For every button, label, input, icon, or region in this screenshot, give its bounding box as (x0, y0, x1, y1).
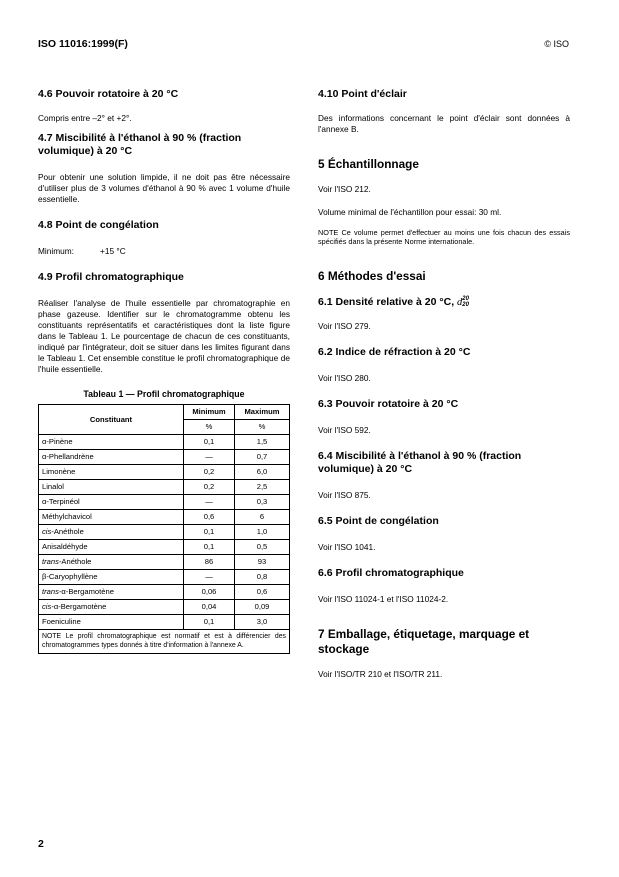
isomer-prefix: trans- (42, 587, 62, 596)
section-4-9-text: Réaliser l'analyse de l'huile essentielle par chromatographie en phase gazeuse. Identifier sur le chromatogramme obtenu les constituants représentatifs et caractéristiques dont la liste figure dans le Tableau 1. Le pourcentage de chacun de ces constituants, indiqué par l'intégrateur, doit se situer dans les limites figurant dans le Tableau 1. Cet ensemble constitue le profil chromatographique de l'huile essentielle. (38, 298, 290, 374)
page-number: 2 (38, 838, 44, 850)
maximum-cell: 6 (235, 510, 290, 525)
section-4-9-title: 4.9 Profil chromatographique (38, 271, 184, 283)
constituant-cell: Anisaldéhyde (39, 540, 184, 555)
density-sub: 20 (462, 301, 469, 308)
col-header-minimum: Minimum (184, 405, 235, 420)
section-6-1-title-text: 6.1 Densité relative à 20 °C, (318, 295, 455, 308)
section-6-3-title: 6.3 Pouvoir rotatoire à 20 °C (318, 397, 459, 410)
section-5-note: NOTE Ce volume permet d'effectuer au moins une fois chacun des essais spécifiés dans la présente Norme internationale. (318, 228, 570, 247)
constituant-cell: Linalol (39, 480, 184, 495)
maximum-cell: 0,5 (235, 540, 290, 555)
maximum-cell: 2,5 (235, 480, 290, 495)
table-row (39, 585, 290, 600)
maximum-cell: 0,7 (235, 450, 290, 465)
header-copyright: © ISO (544, 39, 569, 49)
section-6-2-ref: Voir l'ISO 280. (318, 372, 371, 383)
maximum-cell: 0,09 (235, 600, 290, 615)
table-row (39, 495, 290, 510)
maximum-cell: 93 (235, 555, 290, 570)
section-6-2-title: 6.2 Indice de réfraction à 20 °C (318, 345, 471, 358)
section-4-10-title: 4.10 Point d'éclair (318, 88, 407, 100)
chromatographic-profile-table (38, 404, 290, 630)
constituant-cell: α-Terpinéol (39, 495, 184, 510)
maximum-cell: 3,0 (235, 615, 290, 630)
section-7-ref: Voir l'ISO/TR 210 et l'ISO/TR 211. (318, 668, 443, 679)
header-standard: ISO 11016:1999(F) (38, 38, 128, 50)
table-row (39, 450, 290, 465)
constituant-cell: α-Phellandrène (39, 450, 184, 465)
section-4-6-title: 4.6 Pouvoir rotatoire à 20 °C (38, 88, 179, 100)
section-4-7-title: 4.7 Miscibilité à l'éthanol à 90 % (fraction volumique) à 20 °C (38, 132, 242, 157)
section-7-title: 7 Emballage, étiquetage, marquage et stockage (318, 626, 530, 656)
table-row (39, 480, 290, 495)
unit-minimum: % (184, 420, 235, 435)
maximum-cell: 0,8 (235, 570, 290, 585)
minimum-cell: 0,6 (184, 510, 235, 525)
minimum-cell: 0,1 (184, 615, 235, 630)
section-6-5-ref: Voir l'ISO 1041. (318, 541, 376, 552)
section-6-title: 6 Méthodes d'essai (318, 268, 426, 283)
right-column (318, 88, 570, 680)
left-column (38, 88, 290, 654)
section-6-4-ref: Voir l'ISO 875. (318, 489, 371, 500)
unit-maximum: % (235, 420, 290, 435)
density-sup: 20 (462, 295, 469, 302)
section-6-1-title (318, 296, 570, 309)
constituant-cell: cis-Anéthole (39, 525, 184, 540)
constituant-cell: Méthylchavicol (39, 510, 184, 525)
section-5-title: 5 Échantillonnage (318, 157, 419, 171)
minimum-cell: 0,2 (184, 465, 235, 480)
constituant-cell: Limonène (39, 465, 184, 480)
isomer-prefix: cis- (42, 527, 54, 536)
table-row (39, 615, 290, 630)
constituant-cell: cis-α-Bergamotène (39, 600, 184, 615)
freezing-point-line (38, 246, 290, 257)
minimum-cell: 0,1 (184, 435, 235, 450)
isomer-prefix: trans- (42, 557, 62, 566)
section-6-1-ref: Voir l'ISO 279. (318, 320, 371, 331)
constituant-cell: trans-α-Bergamotène (39, 585, 184, 600)
table-row (39, 555, 290, 570)
minimum-cell: — (184, 495, 235, 510)
table-row (39, 465, 290, 480)
freezing-point-value: +15 °C (100, 246, 126, 256)
table-caption: Tableau 1 — Profil chromatographique (83, 389, 245, 399)
constituant-cell: β-Caryophyllène (39, 570, 184, 585)
section-4-10-text: Des informations concernant le point d'éclair sont données à l'annexe B. (318, 113, 570, 134)
maximum-cell: 0,6 (235, 585, 290, 600)
table-note: NOTE Le profil chromatographique est normatif et est à différencier des chromatogrammes types donnés à titre d'information à l'annexe A. (38, 630, 290, 654)
minimum-cell: 86 (184, 555, 235, 570)
section-6-4-title: 6.4 Miscibilité à l'éthanol à 90 % (fraction volumique) à 20 °C (318, 449, 522, 475)
section-6-6-title: 6.6 Profil chromatographique (318, 566, 464, 579)
density-symbol: d (457, 296, 463, 308)
minimum-cell: 0,06 (184, 585, 235, 600)
section-4-7-text: Pour obtenir une solution limpide, il ne doit pas être nécessaire d'utiliser plus de 3 volumes d'éthanol à 90 % avec 1 volume d'huile essentielle. (38, 172, 290, 204)
freezing-point-label: Minimum: (38, 246, 74, 256)
section-4-8-title: 4.8 Point de congélation (38, 219, 159, 231)
isomer-prefix: cis- (42, 602, 54, 611)
col-header-maximum: Maximum (235, 405, 290, 420)
constituant-cell: α-Pinène (39, 435, 184, 450)
minimum-cell: — (184, 570, 235, 585)
minimum-cell: 0,2 (184, 480, 235, 495)
minimum-cell: 0,1 (184, 540, 235, 555)
density-indices (462, 296, 469, 308)
minimum-cell: 0,04 (184, 600, 235, 615)
section-6-3-ref: Voir l'ISO 592. (318, 424, 371, 435)
section-5-volume: Volume minimal de l'échantillon pour essai: 30 ml. (318, 207, 502, 217)
table-row (39, 570, 290, 585)
constituant-cell: Foeniculine (39, 615, 184, 630)
col-header-constituant: Constituant (39, 405, 184, 435)
section-6-6-ref: Voir l'ISO 11024-1 et l'ISO 11024-2. (318, 593, 449, 604)
table-row (39, 510, 290, 525)
table-row (39, 435, 290, 450)
section-5-ref: Voir l'ISO 212. (318, 184, 371, 194)
maximum-cell: 0,3 (235, 495, 290, 510)
minimum-cell: 0,1 (184, 525, 235, 540)
maximum-cell: 1,5 (235, 435, 290, 450)
table-row (39, 540, 290, 555)
minimum-cell: — (184, 450, 235, 465)
section-4-6-text: Compris entre –2° et +2°. (38, 113, 132, 123)
maximum-cell: 1,0 (235, 525, 290, 540)
maximum-cell: 6,0 (235, 465, 290, 480)
table-row (39, 600, 290, 615)
table-row (39, 525, 290, 540)
section-6-5-title: 6.5 Point de congélation (318, 514, 439, 527)
constituant-cell: trans-Anéthole (39, 555, 184, 570)
